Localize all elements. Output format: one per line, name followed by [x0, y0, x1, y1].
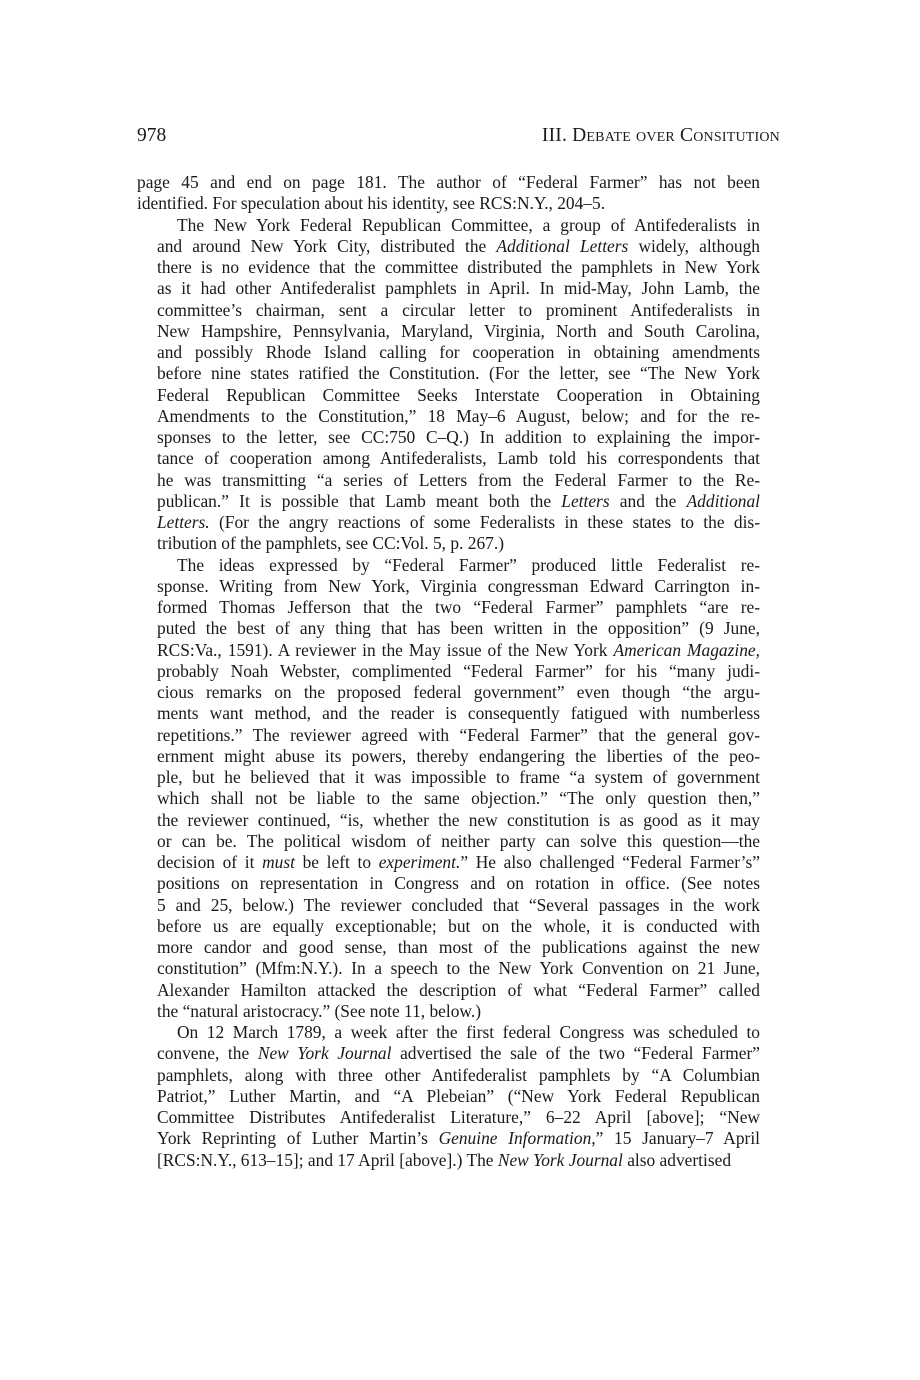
text-line: [137, 215, 760, 236]
text-run: pamphlets, along with three other Antifederalist pamphlets by “A Columbian: [157, 1064, 760, 1085]
italic-text: American Magazine,: [613, 639, 760, 660]
text-line: [137, 895, 760, 916]
text-run: ments want method, and the reader is consequently fatigued with numberless: [157, 703, 760, 724]
text-run: as it had other Antifederalist pamphlets in April. In mid-May, John Lamb, the: [157, 278, 760, 299]
text-line: [137, 937, 760, 958]
text-line: [137, 236, 760, 257]
text-line: [137, 1128, 760, 1149]
text-run: sponses to the letter, see CC:750 C–Q.) In addition to explaining the impor-: [157, 427, 760, 447]
text-run: identified. For speculation about his identity, see RCS:N.Y., 204–5.: [137, 193, 606, 214]
text-run: the reviewer continued, “is, whether the new constitution is as good as it may: [157, 809, 760, 830]
text-run: or can be. The political wisdom of neither party can solve this question—the: [157, 830, 760, 851]
text-run: On 12 March 1789, a week after the first federal Congress was scheduled to: [177, 1022, 760, 1042]
text-line: [137, 746, 760, 767]
text-line: [137, 470, 760, 491]
text-run: (For the angry reactions of some Federalists in these states to the dis-: [209, 512, 760, 532]
section-title: III. Debate over Consitution: [541, 125, 780, 146]
text-run: widely, although: [628, 235, 760, 256]
text-run: RCS:Va., 1591). A reviewer in the May issue of the New York: [157, 639, 614, 660]
text-line: [137, 555, 760, 576]
text-line: [137, 873, 760, 894]
body-text: [137, 172, 760, 1171]
text-run: Alexander Hamilton attacked the description of what “Federal Farmer” called: [157, 979, 760, 1000]
text-run: more candor and good sense, than most of the publications against the new: [157, 937, 760, 957]
text-run: publican.” It is possible that Lamb meant both the: [157, 490, 562, 511]
text-line: [137, 980, 760, 1001]
text-line: [137, 406, 760, 427]
text-run: he was transmitting “a series of Letters from the Federal Farmer to the Re-: [157, 469, 760, 490]
text-run: Patriot,” Luther Martin, and “A Plebeian” (“New York Federal Republican: [157, 1085, 760, 1106]
italic-text: Letters.: [157, 512, 210, 532]
text-line: [137, 363, 760, 384]
text-run: which shall not be liable to the same objection.” “The only question then,”: [157, 788, 760, 809]
text-line: [137, 321, 760, 342]
text-run: committee’s chairman, sent a circular letter to prominent Antifederalists in: [157, 299, 760, 320]
text-line: [137, 682, 760, 703]
italic-text: Genuine Information,: [438, 1128, 596, 1149]
text-run: formed Thomas Jefferson that the two “Federal Farmer” pamphlets “are re-: [157, 597, 760, 617]
text-line: [137, 1065, 760, 1086]
text-run: and the: [609, 490, 687, 511]
text-line: [137, 852, 760, 873]
italic-text: experiment.: [378, 852, 461, 872]
text-run: ” He also challenged “Federal Farmer’s”: [460, 852, 760, 872]
text-line: [137, 618, 760, 639]
text-run: York Reprinting of Luther Martin’s: [157, 1128, 439, 1149]
text-line: [137, 172, 760, 193]
text-line: [137, 278, 760, 299]
text-run: The ideas expressed by “Federal Farmer” produced little Federalist re-: [177, 554, 760, 575]
text-line: [137, 512, 760, 533]
text-run: before us are equally exceptionable; but on the whole, it is conducted with: [157, 915, 760, 936]
text-run: decision of it: [157, 852, 263, 872]
text-run: page 45 and end on page 181. The author of “Federal Farmer” has not been: [137, 172, 760, 192]
italic-text: Letters: [561, 490, 610, 511]
text-run: New Hampshire, Pennsylvania, Maryland, Virginia, North and South Carolina,: [157, 320, 760, 341]
text-line: [137, 427, 760, 448]
text-run: be left to: [294, 852, 379, 872]
text-run: 5 and 25, below.) The reviewer concluded that “Several passages in the work: [157, 894, 760, 915]
text-line: [137, 831, 760, 852]
text-line: [137, 1043, 760, 1064]
text-run: there is no evidence that the committee distributed the pamphlets in New York: [157, 257, 760, 277]
text-run: The New York Federal Republican Committee, a group of Antifederalists in: [177, 214, 760, 235]
italic-text: Additional: [686, 490, 760, 511]
text-line: [137, 385, 760, 406]
text-line: [137, 703, 760, 724]
text-line: [137, 1150, 760, 1171]
text-run: the “natural aristocracy.” (See note 11, below.): [157, 1000, 481, 1021]
paragraph: [137, 1022, 760, 1171]
text-run: and possibly Rhode Island calling for cooperation in obtaining amendments: [157, 342, 760, 362]
text-line: [137, 193, 760, 214]
paragraph: [137, 555, 760, 1023]
text-line: [137, 725, 760, 746]
text-line: [137, 491, 760, 512]
text-run: before nine states ratified the Constitution. (For the letter, see “The New York: [157, 363, 760, 384]
italic-text: New York Journal: [257, 1043, 392, 1064]
text-line: [137, 1022, 760, 1043]
text-line: [137, 788, 760, 809]
paragraph: [137, 172, 760, 215]
text-run: repetitions.” The reviewer agreed with “Federal Farmer” that the general gov-: [157, 724, 760, 745]
page-number: 978: [137, 125, 167, 146]
text-line: [137, 300, 760, 321]
text-line: [137, 810, 760, 831]
text-line: [137, 597, 760, 618]
text-run: probably Noah Webster, complimented “Federal Farmer” for his “many judi-: [157, 660, 760, 681]
text-run: ple, but he believed that it was impossible to frame “a system of government: [157, 767, 760, 787]
italic-text: Additional Letters: [496, 235, 629, 256]
italic-text: must: [262, 852, 295, 872]
text-run: convene, the: [157, 1043, 258, 1064]
text-line: [137, 1086, 760, 1107]
text-line: [137, 1001, 760, 1022]
text-line: [137, 958, 760, 979]
text-run: and around New York City, distributed the: [157, 235, 497, 256]
text-run: Amendments to the Constitution,” 18 May–6 August, below; and for the re-: [157, 405, 760, 426]
text-run: also advertised: [622, 1149, 732, 1170]
text-line: [137, 767, 760, 788]
text-line: [137, 1107, 760, 1128]
text-run: [RCS:N.Y., 613–15]; and 17 April [above].) The: [157, 1149, 498, 1170]
text-line: [137, 916, 760, 937]
text-run: puted the best of any thing that has been written in the opposition” (9 June,: [157, 618, 760, 639]
italic-text: New York Journal: [497, 1149, 623, 1170]
text-line: [137, 533, 760, 554]
text-run: sponse. Writing from New York, Virginia congressman Edward Carrington in-: [157, 575, 760, 596]
text-line: [137, 448, 760, 469]
text-run: ” 15 January–7 April: [595, 1128, 761, 1149]
text-line: [137, 576, 760, 597]
text-run: ernment might abuse its powers, thereby endangering the liberties of the peo-: [157, 745, 760, 766]
text-line: [137, 640, 760, 661]
text-line: [137, 257, 760, 278]
text-run: Committee Distributes Antifederalist Literature,” 6–22 April [above]; “New: [157, 1107, 760, 1127]
text-run: Federal Republican Committee Seeks Interstate Cooperation in Obtaining: [157, 384, 760, 405]
text-run: tance of cooperation among Antifederalists, Lamb told his correspondents that: [157, 448, 760, 469]
text-run: positions on representation in Congress and on rotation in office. (See notes: [157, 873, 760, 894]
text-run: constitution” (Mfm:N.Y.). In a speech to the New York Convention on 21 June,: [157, 958, 760, 979]
text-line: [137, 661, 760, 682]
paragraph: [137, 215, 760, 555]
text-line: [137, 342, 760, 363]
text-run: tribution of the pamphlets, see CC:Vol. 5, p. 267.): [157, 533, 504, 554]
text-run: advertised the sale of the two “Federal Farmer”: [391, 1043, 760, 1064]
text-run: cious remarks on the proposed federal government” even though “the argu-: [157, 682, 760, 702]
